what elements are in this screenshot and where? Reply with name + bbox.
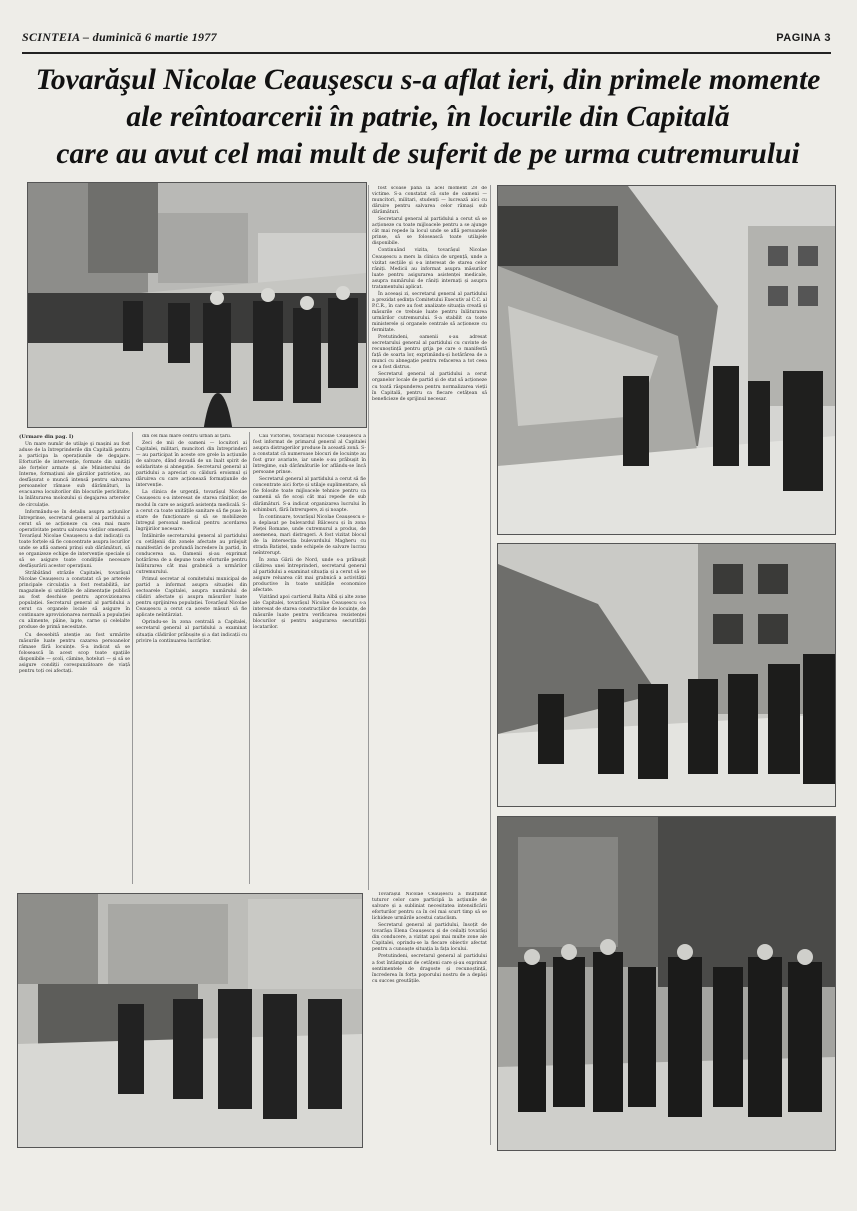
paragraph: Pretutindeni, oamenii s-au adresat secretarului general al partidului cu cuvinte de recunoștință pentru grija pe care o manifestă față de soarta lor, exprimându-și hotărârea de a munci cu abnegație pentru refacerea a tot ceea ce a fost distrus. bbox=[372, 335, 487, 371]
page-number: PAGINA 3 bbox=[776, 32, 831, 44]
paragraph: Cu deosebită atenție au fost urmărite măsurile luate pentru cazarea persoanelor rămase fără locuințe. S-a indicat să se folosească în acest scop toate spațiile disponibile — școli, cămine, hoteluri — și să se asigure condiții corespunzătoare de viață pentru toți cei afectați. bbox=[19, 632, 130, 674]
article-column-5 bbox=[372, 892, 487, 1144]
paragraph: Zeci de mii de oameni — locuitori ai Capitalei, militari, muncitori din întreprinderi — au participat în aceste ore grele la acțiunile de salvare, dând dovadă de un înalt spirit de solidaritate și abnegație. Secretarul general al partidului a apreciat cu căldură eroismul și dăruirea cu care acționează formațiunile de intervenție. bbox=[136, 441, 247, 489]
paragraph: Secretarul general al partidului, însoțit de tovarășa Elena Ceaușescu și de ceilalți tovarăși din conducere, a vizitat apoi mai multe zone ale Capitalei, oprindu-se la fiecare obiectiv afectat pentru a cunoaște situația la fața locului. bbox=[372, 923, 487, 953]
paragraph: Pretutindeni, secretarul general al partidului a fost întâmpinat de cetățeni care și-au exprimat sentimentele de dragoste și recunoștință, încrederea în forța poporului nostru de a depăși cu succes greutățile. bbox=[372, 954, 487, 984]
paragraph: Tovarășul Nicolae Ceaușescu a mulțumit tuturor celor care participă la acțiunile de salvare și a subliniat necesitatea intensificării eforturilor pentru ca în cel mai scurt timp să se lichideze urmările acestui cataclism. bbox=[372, 892, 487, 922]
paragraph: Străbătând străzile Capitalei, tovarășul Nicolae Ceaușescu a constatat că pe arterele principale circulația a fost restabilită, iar magazinele și unitățile de alimentație publică au fost deschise pentru aprovizionarea populației. Secretarul general al partidului a cerut ca organele locale să asigure în continuare aprovizionarea normală a populației cu alimente, pâine, lapte, carne și celelalte produse de primă necesitate. bbox=[19, 571, 130, 631]
paragraph: La clinica de urgență, tovarășul Nicolae Ceaușescu s-a interesat de starea răniților, de modul în care se asigură asistența medicală. S-a cerut ca toate unitățile sanitare să fie puse în stare de funcționare și să se mobilizeze întregul personal medical pentru acordarea îngrijirilor necesare. bbox=[136, 490, 247, 532]
column-rule bbox=[249, 432, 250, 884]
paragraph: Continuând vizita, tovarășul Nicolae Ceaușescu a mers la clinica de urgență, unde a vizitat secțiile și s-a interesat de starea celor răniți. Medicii au informat asupra măsurilor luate pentru asigurarea asistenței medicale, asupra numărului de răniți internați și asupra tratamentului aplicat. bbox=[372, 248, 487, 290]
paragraph: În zona Gării de Nord, unde s-a prăbușit clădirea unei întreprinderi, secretarul general al partidului a examinat situația și a cerut să se asigure reluarea cât mai grabnică a activității productive în toate unitățile economice afectate. bbox=[253, 557, 366, 594]
masthead bbox=[22, 30, 831, 54]
article-column-3 bbox=[253, 434, 366, 884]
headline-line-1: Tovarăşul Nicolae Ceauşescu s-a aflat ieri, din primele momente bbox=[35, 64, 821, 96]
paragraph: Informându-se în detaliu asupra acțiunilor întreprinse, secretarul general al partidului a cerut să se acționeze cu cea mai mare operativitate pentru salvarea vieților omenești. Tovarășul Nicolae Ceaușescu a dat indicații ca toate forțele să fie concentrate asupra locurilor unde se află oameni prinși sub dărâmături, să se organizeze echipe de intervenție speciale și să se asigure toate condițiile necesare desfășurării acestor operațiuni. bbox=[19, 509, 130, 569]
headline-line-3: care au avut cel mai mult de suferit de pe urma cutremurului bbox=[56, 138, 800, 170]
headline-line-2: ale reîntoarcerii în patrie, în locurile din Capitală bbox=[126, 101, 730, 133]
article-column-1 bbox=[19, 434, 130, 884]
paragraph: din cel mai mare centru urban al țării. bbox=[142, 434, 232, 439]
paragraph: În aceeași zi, secretarul general al partidului a prezidat ședința Comitetului Executiv al C.C. al P.C.R., în care au fost analizate situația creată și măsurile ce trebuie luate pentru înlăturarea urmărilor cutremurului. S-a stabilit ca toate ministerele și organele centrale să acționeze cu fermitate. bbox=[372, 291, 487, 334]
paragraph: Secretarul general al partidului a cerut să se acționeze cu toate mijloacele pentru a se ajunge cât mai repede la locul unde se află persoanele prinse, să se folosească toate utilajele disponibile. bbox=[372, 217, 487, 247]
paragraph: Întâlnirile secretarului general al partidului cu cetățenii din zonele afectate au prilejuit manifestări de profundă încredere în partid, în conducerea sa. Oamenii și-au exprimat hotărârea de a depune toate eforturile pentru înlăturarea cât mai grabnică a urmărilor cutremurului. bbox=[136, 533, 247, 576]
paragraph: Secretarul general al partidului a cerut organelor locale de partid și de stat să acționeze cu toată răspunderea pentru normalizarea vieții în Capitală, pentru ca fiecare cetățean să beneficieze de sprijinul necesar. bbox=[372, 372, 487, 402]
paragraph: Vizitând apoi cartierul Balta Albă și alte zone ale Capitalei, tovarășul Nicolae Ceaușescu s-a interesat de starea construcțiilor de locuințe, de măsurile luate pentru verificarea rezistenței blocurilor și pentru asigurarea securității locatarilor. bbox=[253, 595, 366, 631]
paragraph: Căii Victoriei, tovarășul Nicolae Ceaușescu a fost informat de primarul general al Capitalei asupra distrugerilor produse în această zonă. S-a constatat că numeroase blocuri de locuințe au fost grav avariate, iar unele s-au prăbușit în întregime, sub dărâmăturile lor aflându-se încă persoane prinse. bbox=[253, 434, 366, 476]
paragraph: fost scoase până la acel moment 28 de victime. S-a constatat că sute de oameni — muncitori, militari, studenți — lucrează aici cu dăruire pentru salvarea celor rămași sub dărâmături. bbox=[372, 186, 487, 216]
paragraph: Secretarul general al partidului a cerut să fie concentrate aici forțe și utilaje suplimentare, să fie folosite toate mijloacele tehnice pentru ca oamenii să fie scoși cât mai repede de sub dărâmături. S-a indicat organizarea lucrului în schimburi, fără întrerupere, zi și noapte. bbox=[253, 477, 366, 513]
photo-street-vehicles bbox=[17, 893, 363, 1148]
article-column-2 bbox=[136, 434, 247, 884]
column-rule bbox=[490, 185, 491, 1145]
article-column-4 bbox=[372, 186, 487, 886]
column-rule bbox=[132, 432, 133, 884]
column-rule bbox=[368, 185, 369, 890]
photo-group-building bbox=[497, 816, 836, 1151]
photo-street-crowd bbox=[27, 182, 367, 428]
paragraph: Oprindu-se în zona centrală a Capitalei, secretarul general al partidului a examinat situația clădirilor prăbușite și a dat indicații cu privire la continuarea lucrărilor. bbox=[136, 620, 247, 644]
paragraph: Un mare număr de utilaje şi mașini au fost aduse de la întreprinderile din Capitală pentru a participa la operațiunile de degajare. Eforturile de intervenție, formate din unități ale forțelor armate și ale Ministerului de Interne, formațiuni ale gărzilor patriotice, au desfășurat o muncă intensă pentru salvarea persoanelor rămase sub dărâmături, la evacuarea locuitorilor din blocurile periclitate, la înlăturarea molozului și degajarea arterelor de circulație. bbox=[19, 442, 130, 508]
paragraph: În continuare, tovarășul Nicolae Ceaușescu s-a deplasat pe bulevardul Bălcescu și în zona Pieței Romane, unde cutremurul a produs, de asemenea, mari distrugeri. A fost vizitat blocul de la intersecția bulevardului Magheru cu strada Batiștei, unde echipele de salvare lucrau neîntrerupt. bbox=[253, 514, 366, 556]
photo-crowd-ruins bbox=[497, 543, 836, 807]
headline bbox=[22, 62, 834, 173]
continuation-note: (Urmare din pag. I) bbox=[19, 434, 74, 440]
photo-collapsed-building bbox=[497, 185, 836, 535]
paragraph: Primul secretar al comitetului municipal de partid a informat asupra situației din sectoarele Capitalei, asupra numărului de clădiri afectate și asupra măsurilor luate pentru sprijinirea populației. Tovarășul Nicolae Ceaușescu a cerut ca aceste măsuri să fie aplicate neîntârziat. bbox=[136, 577, 247, 619]
masthead-title-date: SCINTEIA – duminică 6 martie 1977 bbox=[22, 30, 217, 44]
